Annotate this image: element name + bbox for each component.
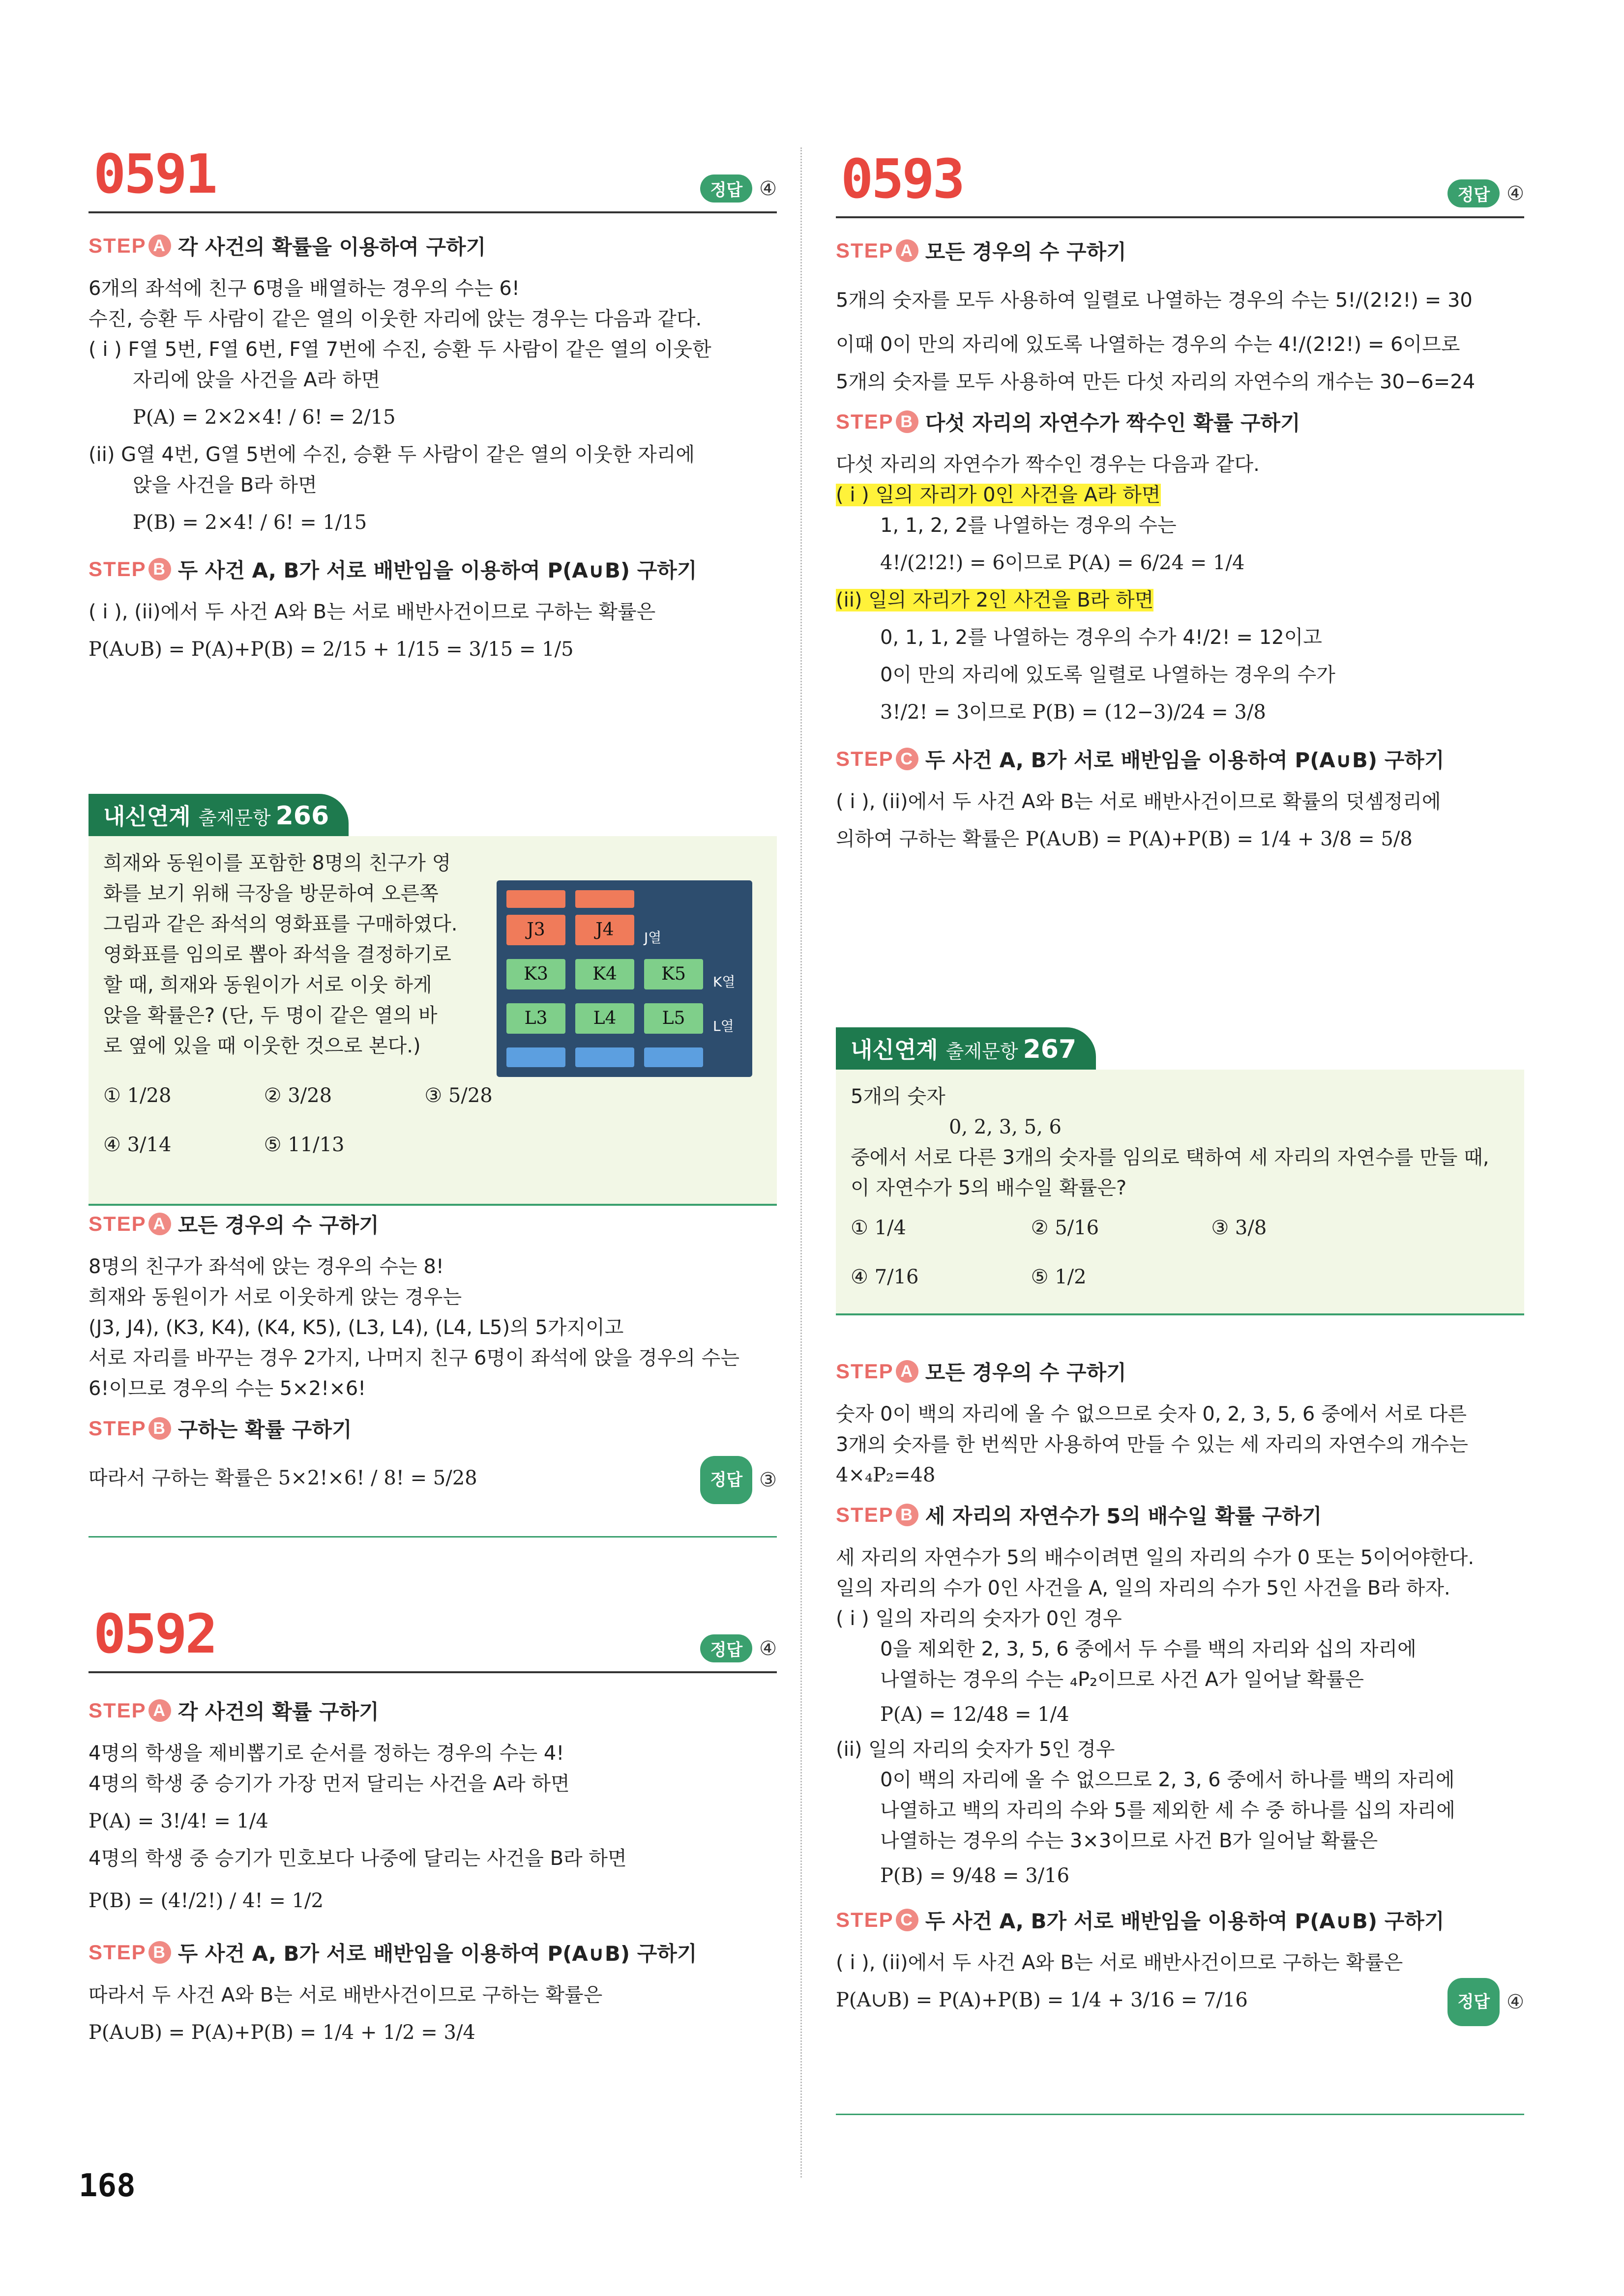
text-line: 5개의 숫자를 모두 사용하여 만든 다섯 자리의 자연수의 개수는 30−6=24 [836, 371, 1476, 393]
text-line: 일의 자리의 수가 0인 사건을 A, 일의 자리의 수가 5인 사건을 B라 하자. [836, 1577, 1450, 1599]
text-line: ( i ) F열 5번, F열 6번, F열 7번에 수진, 승환 두 사람이 같은 열의 이웃한 [89, 338, 711, 361]
problem-0593-solution [836, 236, 1524, 861]
row-label: J열 [644, 930, 662, 946]
problem-0593-header [836, 147, 1524, 218]
formula: 4!/(2!2!) = 6이므로 P(A) = 6/24 = 1/4 [880, 552, 1245, 574]
formula: 의하여 구하는 확률은 P(A∪B) = P(A)+P(B) = 1/4 + 3/8 = 5/8 [836, 828, 1413, 850]
text-line: 0이 만의 자리에 있도록 일렬로 나열하는 경우의 수가 [880, 664, 1335, 686]
step-title: 두 사건 A, B가 서로 배반임을 이용하여 P(A∪B) 구하기 [925, 1909, 1445, 1933]
step-a: STEP A 모든 경우의 수 구하기 [836, 236, 1524, 265]
formula: 따라서 구하는 확률은 5×2!×6! / 8! = 5/28 정답 ③ [89, 1456, 777, 1504]
answer-tag: 정답 ④ [1447, 1978, 1524, 2026]
question-line: 이 자연수가 5의 배수일 확률은? [851, 1177, 1127, 1199]
text-line: 8명의 친구가 좌석에 앉는 경우의 수는 8! [89, 1255, 444, 1278]
text-line: 따라서 두 사건 A와 B는 서로 배반사건이므로 구하는 확률은 [89, 1984, 603, 2006]
divider [836, 2114, 1524, 2115]
choice: ③ 3/8 [1211, 1217, 1267, 1239]
text-line: 0, 1, 1, 2를 나열하는 경우의 수가 4!/2! = 12이고 [880, 626, 1322, 649]
text-line: 이때 0이 만의 자리에 있도록 나열하는 경우의 수는 4!/(2!2!) = 6이므로 [836, 333, 1460, 356]
question-line: 그림과 같은 좌석의 영화표를 구매하였다. [103, 913, 458, 935]
formula: P(A) = 2×2×4! / 6! = 2/15 [133, 406, 396, 429]
formula: P(B) = (4!/2!) / 4! = 1/2 [89, 1889, 324, 1912]
problem-number: 0592 [93, 1602, 216, 1665]
text-line: 자리에 앉을 사건을 A라 하면 [133, 369, 381, 391]
text-line: 4명의 학생을 제비뽑기로 순서를 정하는 경우의 수는 4! [89, 1742, 564, 1765]
text-line: 4명의 학생 중 승기가 민호보다 나중에 달리는 사건을 B라 하면 [89, 1847, 627, 1870]
divider [89, 1536, 777, 1538]
answer-tag [700, 174, 777, 203]
problem-0591-solution [89, 231, 777, 671]
seat-l3: L3 [506, 1003, 565, 1034]
seat-j4: J4 [575, 915, 634, 945]
problem-0592-solution [89, 1696, 777, 2055]
text-line: 수진, 승환 두 사람이 같은 열의 이웃한 자리에 앉는 경우는 다음과 같다. [89, 308, 702, 330]
step-b: STEP B 두 사건 A, B가 서로 배반임을 이용하여 P(A∪B) 구하기 [89, 554, 777, 584]
answer-tag: 정답 ④ [700, 1634, 777, 1662]
step-title: 모든 경우의 수 구하기 [925, 240, 1126, 264]
problem-0592-header [89, 1602, 777, 1673]
text-line: 1, 1, 2, 2를 나열하는 경우의 수는 [880, 514, 1177, 537]
text-line: 다섯 자리의 자연수가 짝수인 경우는 다음과 같다. [836, 453, 1260, 476]
seat-k5: K5 [644, 959, 703, 989]
text-line: ( i ), (ii)에서 두 사건 A와 B는 서로 배반사건이므로 구하는 확률은 [89, 601, 656, 623]
text-line: (J3, J4), (K3, K4), (K4, K5), (L3, L4), (L4, L5)의 5가지이고 [89, 1316, 624, 1339]
text-line: 숫자 0이 백의 자리에 올 수 없으므로 숫자 0, 2, 3, 5, 6 중에서 서로 다른 [836, 1403, 1467, 1425]
answer-value: ④ [759, 177, 777, 200]
step-b: STEP B 다섯 자리의 자연수가 짝수인 확률 구하기 [836, 407, 1524, 436]
text-line: 세 자리의 자연수가 5의 배수이려면 일의 자리의 수가 0 또는 5이어야한다. [836, 1546, 1475, 1569]
step-title: 두 사건 A, B가 서로 배반임을 이용하여 P(A∪B) 구하기 [925, 748, 1445, 772]
step-title: 모든 경우의 수 구하기 [177, 1213, 379, 1237]
text-line: 5개의 숫자를 모두 사용하여 일렬로 나열하는 경우의 수는 5!/(2!2!) = 30 [836, 289, 1473, 312]
column-divider [800, 147, 802, 2178]
choice: ⑤ 1/2 [1031, 1266, 1087, 1288]
text-line: 4명의 학생 중 승기가 가장 먼저 달리는 사건을 A라 하면 [89, 1773, 570, 1795]
seat-l4: L4 [575, 1003, 634, 1034]
step-a: STEP A 각 사건의 확률 구하기 [89, 1696, 777, 1725]
answer-tag: 정답 ③ [700, 1456, 777, 1504]
page-number: 168 [79, 2168, 136, 2204]
choice: ① 1/28 [103, 1084, 172, 1107]
seat-k3: K3 [506, 959, 565, 989]
naesin-266-solution [89, 1209, 777, 1504]
choice: ④ 7/16 [851, 1266, 919, 1288]
problem-0591-header [89, 143, 777, 213]
choice: ③ 5/28 [424, 1084, 493, 1107]
seat-l5: L5 [644, 1003, 703, 1034]
question-line: 중에서 서로 다른 3개의 숫자를 임의로 택하여 세 자리의 자연수를 만들 때, [851, 1146, 1489, 1169]
text-line: 0을 제외한 2, 3, 5, 6 중에서 두 수를 백의 자리와 십의 자리에 [880, 1638, 1417, 1660]
question-line: 5개의 숫자 [851, 1085, 945, 1108]
text-line: 나열하는 경우의 수는 3×3이므로 사건 B가 일어날 확률은 [880, 1830, 1378, 1852]
question-line: 앉을 확률은? (단, 두 명이 같은 열의 바 [103, 1004, 438, 1027]
choice: ① 1/4 [851, 1217, 906, 1239]
problem-number: 0593 [841, 147, 963, 210]
step-title: 각 사건의 확률을 이용하여 구하기 [177, 235, 486, 259]
naesin-tab: 내신연계 출제문항 267 [836, 1027, 1096, 1070]
formula: P(A∪B) = P(A)+P(B) = 2/15 + 1/15 = 3/15 = 1/5 [89, 638, 574, 661]
naesin-267-solution [836, 1357, 1524, 2026]
question-line: 0, 2, 3, 5, 6 [949, 1116, 1062, 1138]
choice: ⑤ 11/13 [264, 1133, 345, 1156]
row-label: K열 [713, 974, 736, 990]
problem-number: 0591 [93, 143, 216, 205]
text-line: 6!이므로 경우의 수는 5×2!×6! [89, 1377, 366, 1400]
seat-j3: J3 [506, 915, 565, 945]
step-title: 각 사건의 확률 구하기 [177, 1700, 379, 1724]
step-b: STEP B 세 자리의 자연수가 5의 배수일 확률 구하기 [836, 1500, 1524, 1530]
naesin-267 [836, 1027, 1524, 1315]
step-title: 두 사건 A, B가 서로 배반임을 이용하여 P(A∪B) 구하기 [177, 1942, 697, 1966]
text-line: ( i ), (ii)에서 두 사건 A와 B는 서로 배반사건이므로 확률의 덧셈정리에 [836, 790, 1441, 813]
text-line: ( i ) 일의 자리가 0인 사건을 A라 하면 [836, 484, 1161, 506]
formula: 3!/2! = 3이므로 P(B) = (12−3)/24 = 3/8 [880, 701, 1266, 724]
choices [103, 1071, 585, 1169]
formula: P(A∪B) = P(A)+P(B) = 1/4 + 1/2 = 3/4 [89, 2021, 475, 2044]
question-line: 영화표를 임의로 뽑아 좌석을 결정하기로 [103, 943, 451, 966]
formula: P(B) = 2×4! / 6! = 1/15 [133, 511, 367, 534]
text-line: 6개의 좌석에 친구 6명을 배열하는 경우의 수는 6! [89, 277, 520, 300]
text-line: (ii) 일의 자리의 숫자가 5인 경우 [836, 1738, 1115, 1761]
seat-k4: K4 [575, 959, 634, 989]
step-a: STEP A 각 사건의 확률을 이용하여 구하기 [89, 231, 777, 261]
naesin-266 [89, 794, 777, 1206]
text-line: 나열하고 백의 자리의 수와 5를 제외한 세 수 중 하나를 십의 자리에 [880, 1799, 1455, 1822]
step-title: 구하는 확률 구하기 [177, 1418, 352, 1442]
seat-diagram [497, 880, 752, 1077]
text-line: 앉을 사건을 B라 하면 [133, 474, 317, 496]
choice: ② 3/28 [264, 1084, 332, 1107]
step-title: 세 자리의 자연수가 5의 배수일 확률 구하기 [925, 1504, 1322, 1528]
formula: P(A) = 12/48 = 1/4 [880, 1703, 1069, 1726]
choice: ② 5/16 [1031, 1217, 1099, 1239]
text-line: 3개의 숫자를 한 번씩만 사용하여 만들 수 있는 세 자리의 자연수의 개수는 [836, 1433, 1468, 1456]
step-a: STEP A 모든 경우의 수 구하기 [836, 1357, 1524, 1386]
step-c: STEP C 두 사건 A, B가 서로 배반임을 이용하여 P(A∪B) 구하기 [836, 1905, 1524, 1935]
formula: 4×₄P₂=48 [836, 1464, 936, 1486]
text-line: (ii) G열 4번, G열 5번에 수진, 승환 두 사람이 같은 열의 이웃한 자리에 [89, 443, 695, 466]
formula: P(B) = 9/48 = 3/16 [880, 1864, 1070, 1887]
row-label: L열 [713, 1018, 734, 1034]
answer-tag: 정답 ④ [1447, 179, 1524, 207]
formula: P(A) = 3!/4! = 1/4 [89, 1810, 268, 1832]
text-line: 서로 자리를 바꾸는 경우 2가지, 나머지 친구 6명이 좌석에 앉을 경우의 수는 [89, 1347, 740, 1369]
choice: ④ 3/14 [103, 1133, 172, 1156]
step-title: 두 사건 A, B가 서로 배반임을 이용하여 P(A∪B) 구하기 [177, 558, 697, 582]
text-line: 희재와 동원이가 서로 이웃하게 앉는 경우는 [89, 1286, 462, 1308]
step-title: 다섯 자리의 자연수가 짝수인 확률 구하기 [925, 411, 1300, 435]
naesin-question [836, 1070, 1524, 1313]
step-c: STEP C 두 사건 A, B가 서로 배반임을 이용하여 P(A∪B) 구하기 [836, 744, 1524, 774]
question-line: 화를 보기 위해 극장을 방문하여 오른쪽 [103, 882, 439, 905]
step-b: STEP B 두 사건 A, B가 서로 배반임을 이용하여 P(A∪B) 구하기 [89, 1938, 777, 1967]
step-b: STEP B 구하는 확률 구하기 [89, 1414, 777, 1443]
text-line: 나열하는 경우의 수는 ₄P₂이므로 사건 A가 일어날 확률은 [880, 1668, 1364, 1691]
text-line: ( i ), (ii)에서 두 사건 A와 B는 서로 배반사건이므로 구하는 확률은 [836, 1951, 1403, 1974]
step-title: 모든 경우의 수 구하기 [925, 1361, 1126, 1385]
naesin-tab: 내신연계 출제문항 266 [89, 794, 349, 836]
formula: P(A∪B) = P(A)+P(B) = 1/4 + 3/16 = 7/16 정답 ④ [836, 1978, 1524, 2026]
text-line: (ii) 일의 자리가 2인 사건을 B라 하면 [836, 589, 1154, 611]
answer-label: 정답 [700, 174, 752, 203]
choices [851, 1203, 1391, 1302]
text-line: ( i ) 일의 자리의 숫자가 0인 경우 [836, 1607, 1122, 1630]
question-line: 로 옆에 있을 때 이웃한 것으로 본다.) [103, 1035, 421, 1057]
text-line: 0이 백의 자리에 올 수 없으므로 2, 3, 6 중에서 하나를 백의 자리에 [880, 1769, 1455, 1791]
step-a: STEP A 모든 경우의 수 구하기 [89, 1209, 777, 1239]
question-line: 할 때, 희재와 동원이가 서로 이웃 하게 [103, 974, 432, 996]
naesin-question [89, 836, 777, 1204]
question-line: 희재와 동원이를 포함한 8명의 친구가 영 [103, 852, 451, 874]
